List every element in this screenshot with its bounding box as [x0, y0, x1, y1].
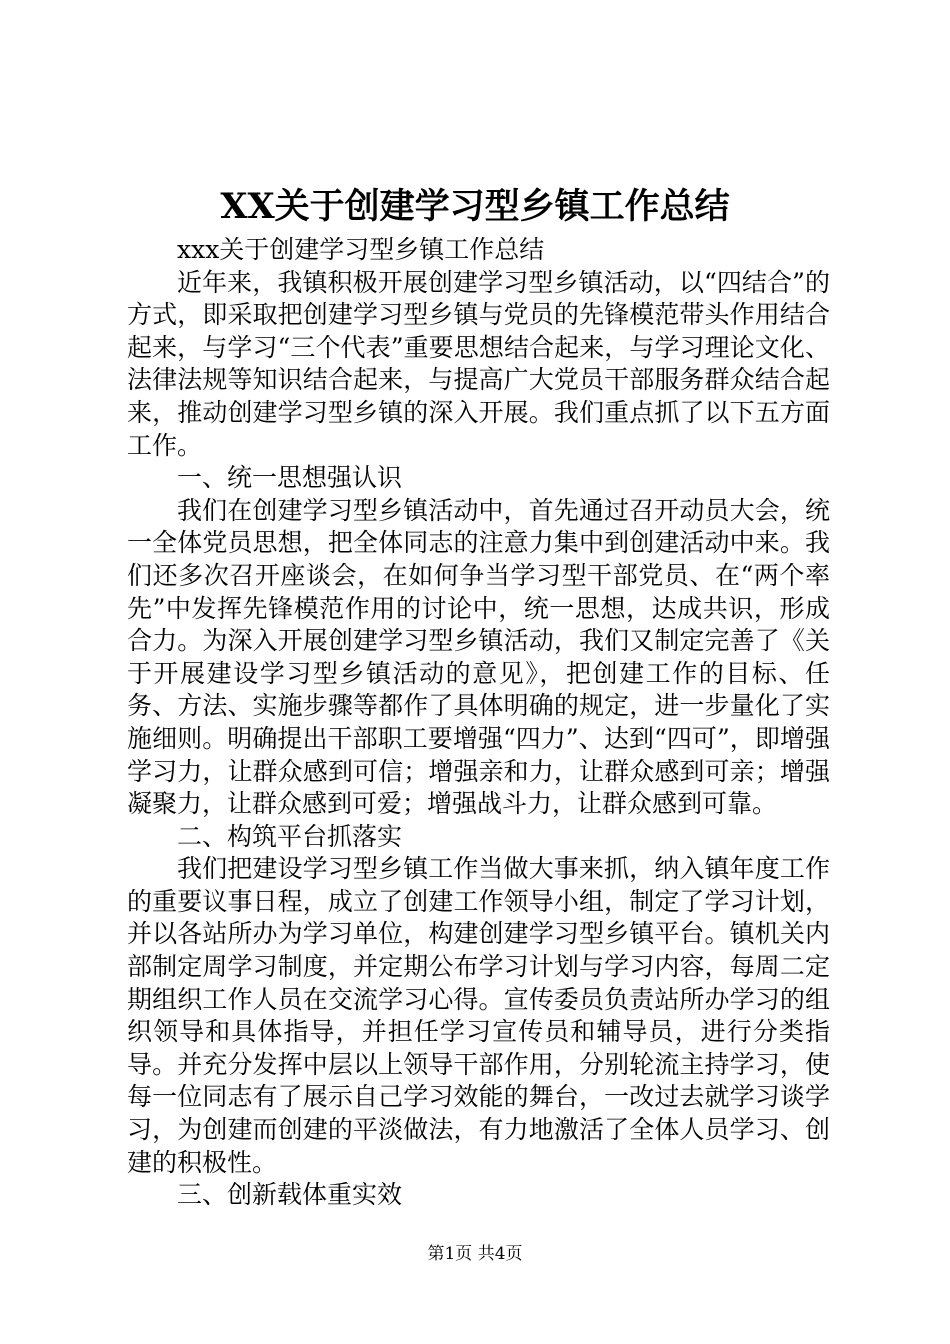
- subtitle-paragraph: xxx关于创建学习型乡镇工作总结: [177, 235, 545, 264]
- section-heading-2: 二、构筑平台抓落实: [177, 821, 403, 851]
- intro-paragraph: 近年来，我镇积极开展创建学习型乡镇活动，以“四结合”的方式，即采取把创建学习型乡镇与党员的先锋模范带头作用结合起来，与学习“三个代表”重要思想结合起来，与学习理论文化、法律法规等知识结合起来，与提高广大党员干部服务群众结合起来，推动创建学习型乡镇的深入开展。我们重点抓了以下五方面工作。: [127, 267, 830, 460]
- section-1-paragraph: 我们在创建学习型乡镇活动中，首先通过召开动员大会，统一全体党员思想，把全体同志的注意力集中到创建活动中来。我们还多次召开座谈会，在如何争当学习型干部党员、在“两个率先”中发挥先锋模范作用的讨论中，统一思想，达成共识，形成合力。为深入开展创建学习型乡镇活动，我们又制定完善了《关于开展建设学习型乡镇活动的意见》，把创建工作的目标、任务、方法、实施步骤等都作了具体明确的规定，进一步量化了实施细则。明确提出干部职工要增强“四力”、达到“四可”，即增强学习力，让群众感到可信；增强亲和力，让群众感到可亲；增强凝聚力，让群众感到可爱；增强战斗力，让群众感到可靠。: [127, 495, 830, 819]
- section-2-paragraph: 我们把建设学习型乡镇工作当做大事来抓，纳入镇年度工作的重要议事日程，成立了创建工作领导小组，制定了学习计划，并以各站所办为学习单位，构建创建学习型乡镇平台。镇机关内部制定周学习制度，并定期公布学习计划与学习内容，每周二定期组织工作人员在交流学习心得。宣传委员负责站所办学习的组织领导和具体指导，并担任学习宣传员和辅导员，进行分类指导。并充分发挥中层以上领导干部作用，分别轮流主持学习，使每一位同志有了展示自己学习效能的舞台，一改过去就学习谈学习，为创建而创建的平淡做法，有力地激活了全体人员学习、创建的积极性。: [127, 854, 830, 1177]
- document-body: [127, 234, 830, 1212]
- page-number-footer: 第1页 共4页: [427, 1244, 523, 1264]
- section-heading-3: 三、创新载体重实效: [177, 1180, 403, 1210]
- document-title: XX关于创建学习型乡镇工作总结: [220, 186, 730, 227]
- section-heading-1: 一、统一思想强认识: [177, 463, 403, 493]
